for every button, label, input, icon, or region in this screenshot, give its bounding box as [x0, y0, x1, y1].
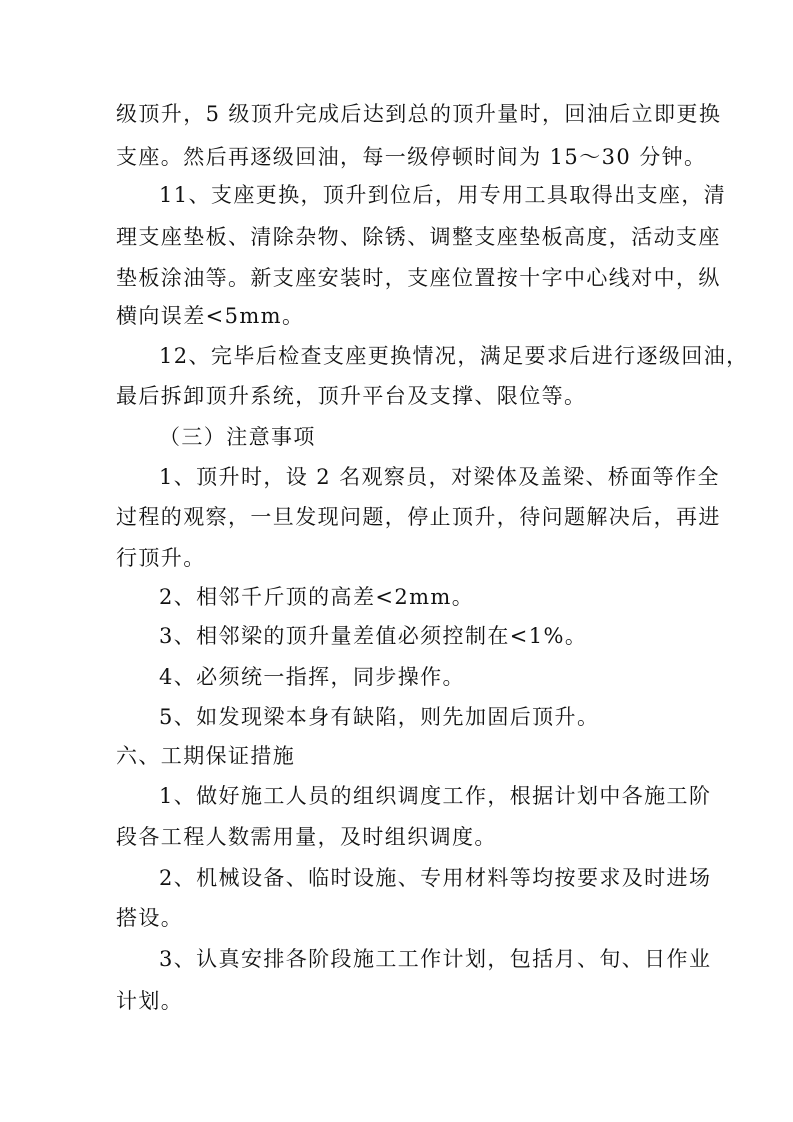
text-line: 最后拆卸顶升系统，顶升平台及支撑、限位等。 — [116, 384, 587, 408]
text-line: 支座。然后再逐级回油，每一级停顿时间为 15～30 分钟。 — [116, 145, 707, 169]
text-line: 横向误差<5mm。 — [116, 304, 305, 328]
text-line: 5、如发现梁本身有缺陷，则先加固后顶升。 — [159, 705, 600, 729]
text-line: 计划。 — [116, 989, 184, 1013]
text-line: 理支座垫板、清除杂物、除锈、调整支座垫板高度，活动支座 — [116, 225, 721, 249]
text-line: 过程的观察，一旦发现问题，停止顶升，待问题解决后，再进 — [116, 505, 721, 529]
text-line: 4、必须统一指挥，同步操作。 — [159, 665, 465, 689]
text-line: 12、完毕后检查支座更换情况，满足要求后进行逐级回油， — [159, 344, 749, 368]
text-line: 垫板涂油等。新支座安装时，支座位置按十字中心线对中，纵 — [116, 266, 721, 290]
section-heading: 六、工期保证措施 — [116, 744, 296, 768]
text-line: 3、认真安排各阶段施工工作计划，包括月、旬、日作业 — [159, 947, 712, 971]
text-line: 级顶升，5 级顶升完成后达到总的顶升量时，回油后立即更换 — [116, 102, 722, 126]
text-line: 1、顶升时，设 2 名观察员，对梁体及盖梁、桥面等作全 — [159, 465, 720, 489]
text-line: 搭设。 — [116, 906, 184, 930]
section-heading: （三）注意事项 — [159, 425, 316, 449]
text-line: 3、相邻梁的顶升量差值必须控制在<1%。 — [159, 624, 588, 648]
text-line: 11、支座更换，顶升到位后，用专用工具取得出支座，清 — [159, 183, 727, 207]
text-line: 2、相邻千斤顶的高差<2mm。 — [159, 585, 475, 609]
text-line: 2、机械设备、临时设施、专用材料等均按要求及时进场 — [159, 866, 712, 890]
text-line: 段各工程人数需用量，及时组织调度。 — [116, 825, 497, 849]
text-line: 行顶升。 — [116, 546, 206, 570]
text-line: 1、做好施工人员的组织调度工作，根据计划中各施工阶 — [159, 784, 712, 808]
